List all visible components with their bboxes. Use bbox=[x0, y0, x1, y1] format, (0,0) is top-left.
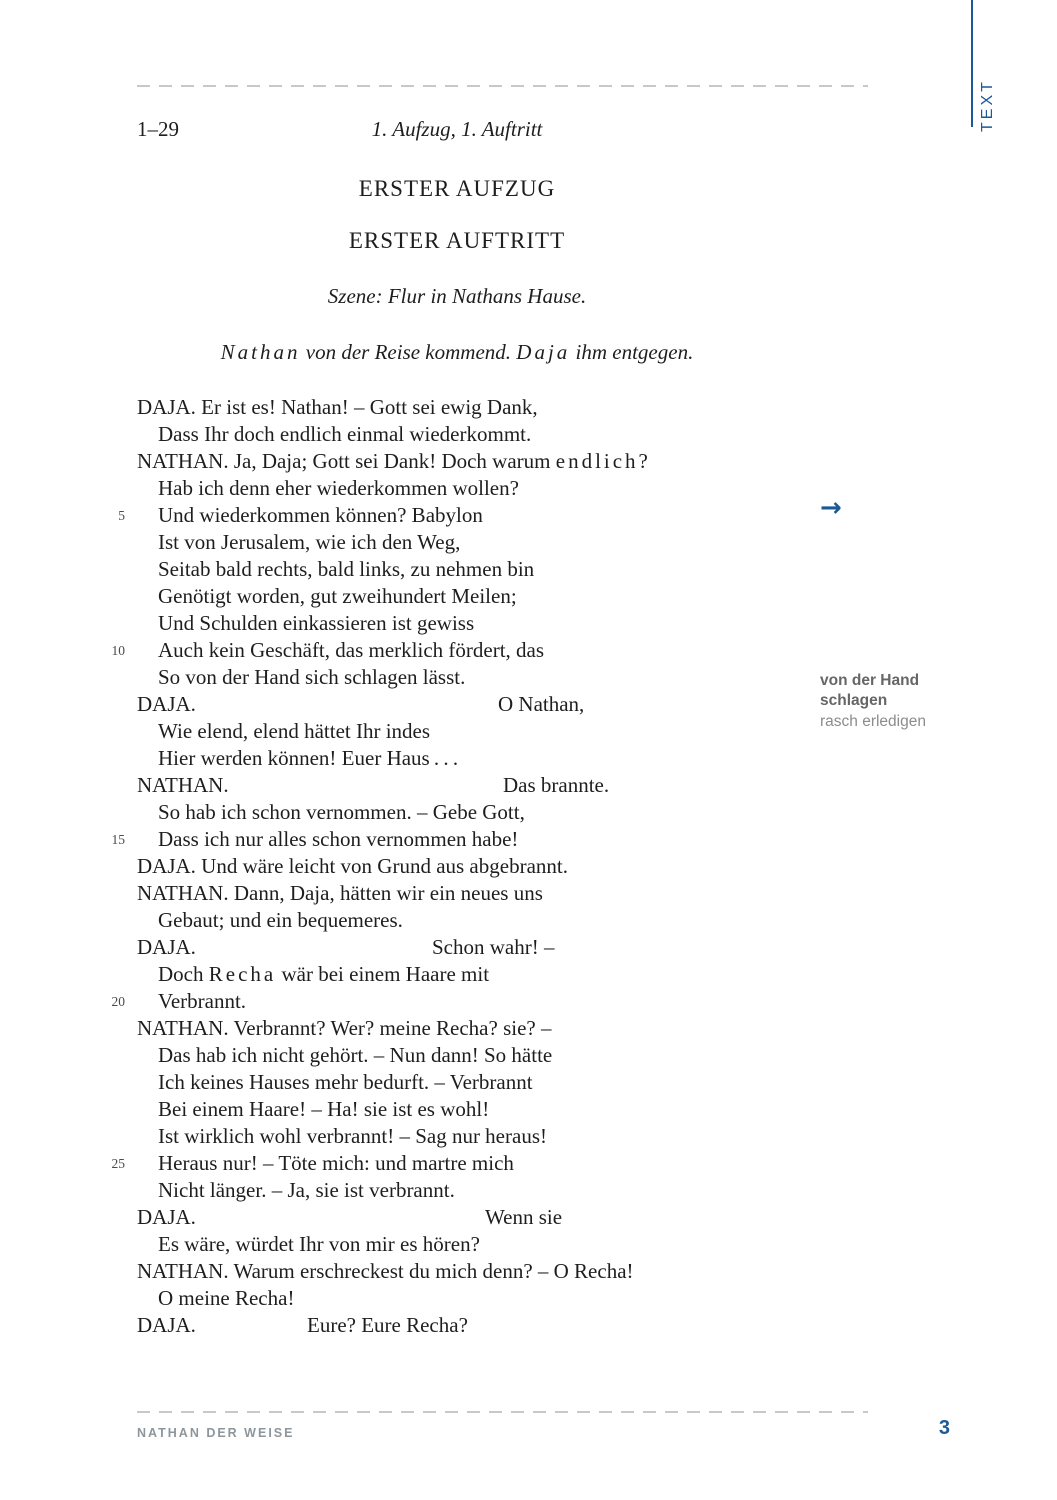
verse-line bbox=[137, 394, 857, 421]
text-segment: Schon wahr! – bbox=[432, 935, 555, 959]
verse-line bbox=[137, 1042, 857, 1069]
text-segment: DAJA. bbox=[137, 1205, 196, 1229]
text-segment: Ist wirklich wohl verbrannt! – Sag nur heraus! bbox=[158, 1124, 547, 1148]
verse-line bbox=[137, 610, 857, 637]
text-segment: von der Reise kommend. bbox=[300, 340, 517, 364]
verse-line bbox=[137, 880, 857, 907]
verse-line bbox=[137, 1015, 857, 1042]
text-segment: NATHAN. Ja, Daja; Gott sei Dank! Doch warum bbox=[137, 449, 556, 473]
text-segment: DAJA. bbox=[137, 1313, 196, 1337]
section-tab-label: TEXT bbox=[979, 79, 996, 132]
margin-note-gloss: rasch erledigen bbox=[820, 713, 926, 730]
scene-note: Szene: Flur in Nathans Hause. bbox=[327, 284, 587, 308]
text-segment: Doch bbox=[158, 962, 209, 986]
text-segment: Bei einem Haare! – Ha! sie ist es wohl! bbox=[158, 1097, 490, 1121]
bottom-divider bbox=[137, 1411, 868, 1413]
verse-line bbox=[137, 1285, 857, 1312]
verse-line bbox=[137, 583, 857, 610]
stage-direction bbox=[137, 340, 777, 365]
verse-line bbox=[137, 529, 857, 556]
text-segment: endlich? bbox=[555, 449, 651, 473]
text-segment: DAJA. Er ist es! Nathan! – Gott sei ewig Dank, bbox=[137, 395, 538, 419]
verse-line bbox=[137, 772, 857, 799]
verse-line bbox=[137, 421, 857, 448]
verse-line bbox=[137, 907, 857, 934]
text-segment: Wie elend, elend hättet Ihr indes bbox=[158, 719, 431, 743]
text-segment: ihm entgegen. bbox=[570, 340, 694, 364]
verse-line bbox=[137, 1204, 857, 1231]
text-segment: NATHAN. Warum erschreckest du mich denn? – O Recha! bbox=[137, 1259, 634, 1283]
verse-line bbox=[137, 1177, 857, 1204]
text-segment: Nathan bbox=[220, 340, 301, 364]
verse-line bbox=[137, 745, 857, 772]
text-segment: Hab ich denn eher wiederkommen wollen? bbox=[158, 476, 519, 500]
text-segment: Ich keines Hauses mehr bedurft. – Verbrannt bbox=[158, 1070, 533, 1094]
text-segment: Es wäre, würdet Ihr von mir es hören? bbox=[158, 1232, 480, 1256]
verse-line bbox=[137, 1231, 857, 1258]
text-segment: NATHAN. Verbrannt? Wer? meine Recha? sie? – bbox=[137, 1016, 552, 1040]
text-segment: Und wiederkommen können? Babylon bbox=[158, 503, 483, 527]
verse-line bbox=[137, 664, 857, 691]
text-segment: Dass ich nur alles schon vernommen habe! bbox=[158, 827, 519, 851]
text-segment: Das brannte. bbox=[503, 773, 610, 797]
text-segment: So von der Hand sich schlagen lässt. bbox=[158, 665, 466, 689]
verse-line bbox=[137, 718, 857, 745]
verse-line bbox=[137, 475, 857, 502]
top-divider bbox=[137, 85, 868, 87]
text-segment: Nicht länger. – Ja, sie ist verbrannt. bbox=[158, 1178, 455, 1202]
text-segment: So hab ich schon vernommen. – Gebe Gott, bbox=[158, 800, 525, 824]
text-segment: DAJA. bbox=[137, 692, 196, 716]
line-number: 15 bbox=[111, 832, 125, 847]
verse-line bbox=[137, 1258, 857, 1285]
text-segment: Das hab ich nicht gehört. – Nun dann! So hätte bbox=[158, 1043, 553, 1067]
text-segment: Eure? Eure Recha? bbox=[307, 1313, 468, 1337]
text-segment: Hier werden können! Euer Haus . . . bbox=[158, 746, 459, 770]
verse-line bbox=[137, 448, 857, 475]
text-segment: DAJA. bbox=[137, 935, 196, 959]
text-segment: O Nathan, bbox=[498, 692, 585, 716]
text-segment: Recha bbox=[208, 962, 277, 986]
text-segment: wär bei einem Haare mit bbox=[276, 962, 490, 986]
verse-line bbox=[137, 691, 857, 718]
text-segment: Ist von Jerusalem, wie ich den Weg, bbox=[158, 530, 461, 554]
margin-note bbox=[820, 671, 950, 732]
text-segment: Heraus nur! – Töte mich: und martre mich bbox=[158, 1151, 514, 1175]
text-segment: Gebaut; und ein bequemeres. bbox=[158, 908, 403, 932]
text-segment: O meine Recha! bbox=[158, 1286, 295, 1310]
text-segment: Auch kein Geschäft, das merklich fördert, das bbox=[158, 638, 545, 662]
line-number: 10 bbox=[111, 643, 125, 658]
verse-line bbox=[111, 1150, 857, 1177]
verse-range: 1–29 bbox=[137, 117, 179, 141]
verse-line bbox=[118, 502, 857, 529]
text-segment: Daja bbox=[516, 340, 571, 364]
text-segment: Wenn sie bbox=[485, 1205, 563, 1229]
text-segment: Dass Ihr doch endlich einmal wiederkommt. bbox=[158, 422, 532, 446]
verse-line bbox=[111, 826, 857, 853]
section-tab-rule bbox=[971, 0, 973, 127]
verse-line bbox=[137, 853, 857, 880]
verse-block bbox=[111, 394, 857, 1339]
text-segment: Seitab bald rechts, bald links, zu nehmen bin bbox=[158, 557, 535, 581]
text-segment: NATHAN. bbox=[137, 773, 229, 797]
line-number: 5 bbox=[118, 508, 125, 523]
scene-heading: ERSTER AUFTRITT bbox=[348, 228, 566, 253]
verse-line bbox=[137, 1069, 857, 1096]
line-number: 20 bbox=[111, 994, 125, 1009]
verse-line bbox=[137, 961, 857, 988]
verse-line bbox=[137, 799, 857, 826]
verse-line bbox=[111, 988, 857, 1015]
text-segment: NATHAN. Dann, Daja, hätten wir ein neues uns bbox=[137, 881, 543, 905]
page-number: 3 bbox=[938, 1417, 950, 1439]
verse-line bbox=[137, 934, 857, 961]
text-segment: Verbrannt. bbox=[158, 989, 247, 1013]
verse-line bbox=[137, 556, 857, 583]
margin-note-term: von der Hand schlagen bbox=[820, 672, 920, 709]
margin-arrow-icon: → bbox=[820, 493, 842, 523]
act-heading: ERSTER AUFZUG bbox=[358, 176, 556, 201]
line-number: 25 bbox=[111, 1156, 125, 1171]
verse-line bbox=[137, 1096, 857, 1123]
verse-line bbox=[111, 637, 857, 664]
running-head: 1. Aufzug, 1. Auftritt bbox=[371, 117, 543, 141]
verse-line bbox=[137, 1123, 857, 1150]
text-segment: Genötigt worden, gut zweihundert Meilen; bbox=[158, 584, 517, 608]
verse-line bbox=[137, 1312, 857, 1339]
text-segment: Und Schulden einkassieren ist gewiss bbox=[158, 611, 475, 635]
text-segment: DAJA. Und wäre leicht von Grund aus abgebrannt. bbox=[137, 854, 568, 878]
footer-work-title: NATHAN DER WEISE bbox=[137, 1426, 295, 1440]
